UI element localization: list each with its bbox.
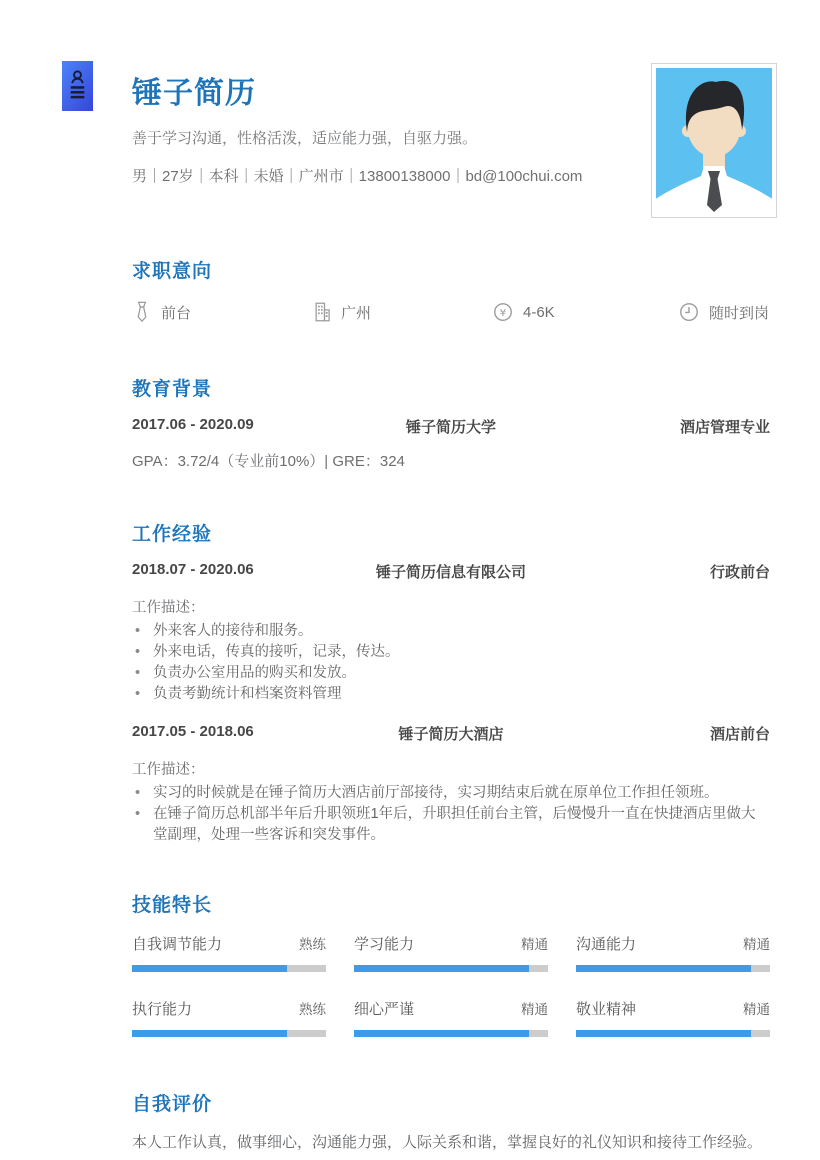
yen-icon — [492, 301, 514, 323]
avatar-illustration — [656, 68, 772, 213]
experience-bullet: • 实习的时候就是在锤子简历大酒店前厅部接待，实习期结束后就在原单位工作担任领班。 — [132, 783, 770, 804]
resume-header — [132, 0, 770, 218]
evaluation-text: 本人工作认真，做事细心，沟通能力强，人际关系和谐，掌握良好的礼仪知识和接待工作经验。 — [132, 1134, 763, 1151]
education-detail: GPA：3.72/4（专业前10%）| GRE：324 — [132, 453, 405, 470]
building-icon — [312, 300, 332, 324]
skill-progress-fill — [576, 965, 751, 972]
intention-city — [312, 300, 492, 324]
experience-bullet: • 负责考勤统计和档案资料管理 — [132, 684, 770, 705]
education-period: 2017.06 - 2020.09 — [132, 416, 254, 433]
skill-progress-track — [576, 965, 770, 972]
intention-availability-label: 随时到岗 — [709, 304, 770, 322]
section-job-intention — [132, 256, 770, 324]
skill-progress-track — [576, 1030, 770, 1037]
tie-icon — [132, 300, 152, 324]
clock-icon — [678, 301, 700, 323]
experience-bullet-list — [132, 621, 770, 705]
section-title-education: 教育背景 — [132, 379, 213, 400]
skill-progress-fill — [132, 1030, 287, 1037]
skill-progress-track — [354, 965, 548, 972]
section-experience — [132, 519, 770, 846]
skill-name: 沟通能力 — [576, 936, 637, 953]
resume-logo — [62, 61, 93, 111]
skill-name: 执行能力 — [132, 1001, 193, 1018]
education-major: 酒店管理专业 — [679, 419, 770, 436]
experience-entry — [132, 723, 770, 846]
skill-progress-fill — [132, 965, 287, 972]
section-skills — [132, 890, 770, 1037]
section-title-evaluation: 自我评价 — [132, 1094, 213, 1115]
section-education — [132, 374, 770, 471]
resume-name: 锤子简历 — [132, 77, 256, 110]
skill-item — [576, 998, 770, 1037]
intention-salary — [492, 300, 678, 324]
skill-name: 学习能力 — [354, 936, 415, 953]
experience-desc-label: 工作描述： — [132, 762, 205, 778]
experience-company: 锤子简历大酒店 — [398, 726, 504, 743]
intention-salary-label: 4-6K — [523, 303, 555, 321]
experience-entry-row — [132, 723, 770, 744]
personal-info-line: 男｜27岁｜本科｜未婚｜广州市｜13800138000｜bd@100chui.com — [132, 168, 583, 185]
skill-item — [354, 998, 548, 1037]
experience-role: 酒店前台 — [709, 726, 770, 743]
experience-entry — [132, 561, 770, 705]
skill-name: 细心严谨 — [354, 1001, 415, 1018]
education-entry-row — [132, 416, 770, 437]
section-title-skills: 技能特长 — [132, 895, 213, 916]
experience-bullet: • 在锤子简历总机部半年后升职领班1年后，升职担任前台主管，后慢慢升一直在快捷酒店里做大堂副理，处理一些客诉和突发事件。 — [132, 804, 770, 846]
resume-person-icon — [62, 61, 93, 111]
summary-text: 善于学习沟通，性格活泼，适应能力强，自驱力强。 — [132, 130, 478, 147]
experience-bullet-list — [132, 783, 770, 846]
intention-position — [132, 300, 312, 324]
skill-item — [354, 933, 548, 972]
section-self-evaluation — [132, 1089, 770, 1154]
skill-level: 精通 — [521, 937, 548, 952]
experience-desc-label: 工作描述： — [132, 600, 205, 616]
skill-item — [132, 933, 326, 972]
skill-item — [132, 998, 326, 1037]
skill-progress-fill — [576, 1030, 751, 1037]
experience-bullet: • 外来客人的接待和服务。 — [132, 621, 770, 642]
section-title-intention: 求职意向 — [132, 261, 213, 282]
skill-level: 熟练 — [299, 1002, 326, 1017]
skill-progress-track — [132, 1030, 326, 1037]
skill-progress-fill — [354, 1030, 529, 1037]
skill-name: 自我调节能力 — [132, 936, 223, 953]
experience-bullet: • 外来电话，传真的接听，记录，传达。 — [132, 642, 770, 663]
skill-progress-track — [354, 1030, 548, 1037]
skill-item — [576, 933, 770, 972]
skill-level: 精通 — [743, 937, 770, 952]
intention-city-label: 广州 — [341, 304, 372, 322]
skills-grid — [132, 933, 770, 1037]
avatar — [651, 63, 777, 218]
experience-entry-row — [132, 561, 770, 582]
experience-period: 2017.05 - 2018.06 — [132, 723, 254, 740]
skill-progress-track — [132, 965, 326, 972]
experience-bullet: • 负责办公室用品的购买和发放。 — [132, 663, 770, 684]
svg-text:¥: ¥ — [499, 307, 507, 319]
experience-company: 锤子简历信息有限公司 — [375, 564, 526, 581]
skill-progress-fill — [354, 965, 529, 972]
skill-name: 敬业精神 — [576, 1001, 637, 1018]
skill-level: 精通 — [743, 1002, 770, 1017]
experience-period: 2018.07 - 2020.06 — [132, 561, 254, 578]
intention-availability — [678, 300, 770, 324]
education-school: 锤子简历大学 — [405, 419, 496, 436]
experience-role: 行政前台 — [709, 564, 770, 581]
skill-level: 熟练 — [299, 937, 326, 952]
section-title-experience: 工作经验 — [132, 524, 213, 545]
intention-grid — [132, 300, 770, 324]
intention-position-label: 前台 — [161, 304, 192, 322]
skill-level: 精通 — [521, 1002, 548, 1017]
